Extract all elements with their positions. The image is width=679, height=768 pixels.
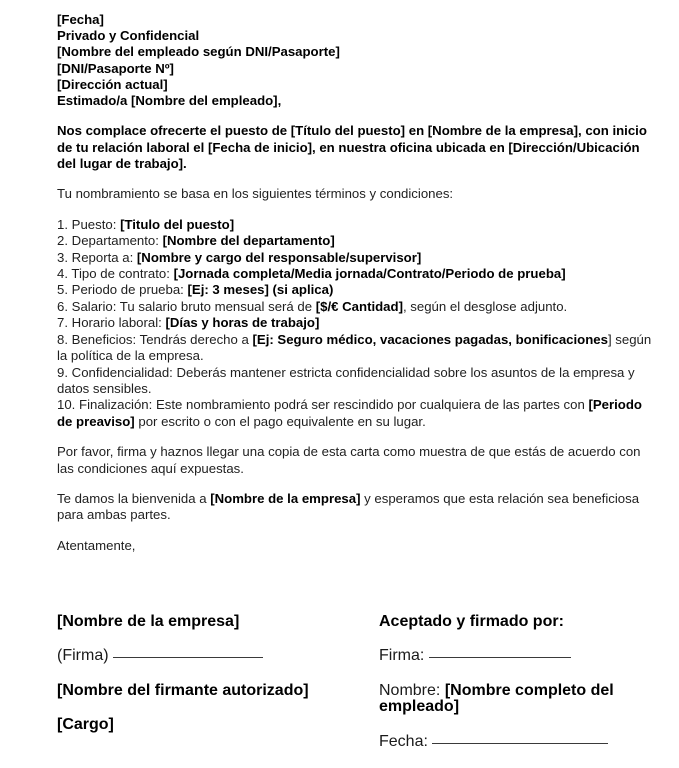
closing-paragraph-2 (57, 491, 657, 524)
letter-body (57, 12, 657, 554)
spacer (57, 430, 657, 444)
term-text: Periodo de prueba: (68, 282, 188, 298)
term-value: [Titulo del puesto] (120, 216, 235, 232)
term-text: Finalización: Este nombramiento podrá ser rescindido por cualquiera de las partes con (75, 397, 589, 413)
company-signature-label: (Firma) (57, 647, 109, 665)
signer-name: [Nombre del firmante autorizado] (57, 681, 309, 699)
term-number: 3. (57, 249, 68, 265)
term-item (57, 332, 657, 365)
employee-signature-line (379, 648, 657, 664)
spacer (57, 524, 657, 538)
term-text: Confidencialidad: Deberás mantener estricta confidencialidad sobre los asuntos de la empresa y datos sensibles. (57, 364, 635, 396)
signer-name-row (57, 683, 379, 699)
term-item (57, 233, 657, 249)
intro-paragraph: Nos complace ofrecerte el puesto de [Título del puesto] en [Nombre de la empresa], con inicio de tu relación laboral el [Fecha de inicio], en nuestra oficina ubicada en [Dirección/Ubicación del lugar de trabajo]. (57, 123, 647, 172)
term-number: 4. (57, 266, 68, 282)
term-text: por escrito o con el pago equivalente en su lugar. (134, 413, 426, 429)
term-item (57, 365, 657, 398)
term-number: 6. (57, 298, 68, 314)
term-text: , según el desglose adjunto. (402, 298, 568, 314)
company-signature-row (57, 648, 379, 664)
signature-column-company (57, 614, 379, 750)
header-line-id-number: [DNI/Pasaporte Nº] (57, 60, 174, 76)
employee-signature-row (379, 648, 657, 664)
term-text: ] según la política de la empresa. (57, 331, 652, 364)
closing-paragraph-1: Por favor, firma y haznos llegar una copia de esta carta como muestra de que estás de acuerdo con las condiciones aquí expuestas. (57, 444, 641, 476)
sign-off: Atentamente, (57, 537, 136, 553)
employee-name-line (379, 683, 657, 716)
term-item (57, 397, 657, 430)
term-item (57, 217, 657, 233)
term-text: Salario: Tu salario bruto mensual será de (68, 298, 316, 314)
term-value: [Periodo de preaviso] (57, 397, 642, 429)
welcome-text-before: Te damos la bienvenida a (57, 490, 211, 506)
employee-date-rule[interactable] (432, 743, 608, 744)
term-number: 5. (57, 282, 68, 298)
accepted-heading-row (379, 614, 657, 630)
employee-name-label: Nombre: (379, 681, 441, 699)
company-name: [Nombre de la empresa] (57, 613, 240, 630)
company-name-row (57, 614, 379, 630)
employee-name-value: [Nombre completo del empleado] (379, 681, 614, 716)
employee-date-line (379, 734, 657, 750)
term-item (57, 282, 657, 298)
welcome-text-after: y esperamos que esta relación sea beneficiosa para ambas partes. (57, 490, 640, 523)
employee-signature-label: Firma: (379, 647, 425, 665)
signature-column-employee (379, 614, 657, 750)
term-number: 10. (57, 397, 76, 413)
employee-signature-rule[interactable] (429, 657, 571, 658)
term-text: Beneficios: Tendrás derecho a (68, 331, 253, 347)
header-line-address: [Dirección actual] (57, 76, 168, 92)
term-number: 9. (57, 364, 68, 380)
terms-lead-in: Tu nombramiento se basa en los siguientes términos y condiciones: (57, 186, 454, 202)
term-number: 7. (57, 315, 68, 331)
term-item (57, 315, 657, 331)
header-line-confidential: Privado y Confidencial (57, 28, 200, 44)
term-text: Horario laboral: (68, 315, 166, 331)
header-line-employee-name: [Nombre del empleado según DNI/Pasaporte] (57, 44, 340, 60)
employee-date-label: Fecha: (379, 732, 428, 750)
term-text: Departamento: (68, 233, 163, 249)
term-value: [$/€ Cantidad] (315, 298, 403, 314)
term-text: Tipo de contrato: (68, 266, 174, 282)
term-number: 8. (57, 331, 68, 347)
salutation: Estimado/a [Nombre del empleado], (57, 93, 282, 109)
spacer (57, 109, 657, 123)
term-value: [Días y horas de trabajo] (165, 315, 320, 331)
spacer (57, 477, 657, 491)
spacer (57, 203, 657, 217)
term-value: [Ej: Seguro médico, vacaciones pagadas, bonificaciones (252, 331, 608, 347)
term-text: Puesto: (68, 216, 121, 232)
header-line-date: [Fecha] (57, 12, 104, 27)
signer-title: [Cargo] (57, 716, 114, 734)
terms-list (57, 217, 657, 430)
term-value: [Nombre y cargo del responsable/supervisor] (136, 249, 422, 265)
term-item (57, 299, 657, 315)
signature-area (57, 614, 657, 750)
letter-header-block (57, 12, 657, 109)
term-value: [Jornada completa/Media jornada/Contrato/Periodo de prueba] (173, 266, 566, 282)
company-signature-line (57, 648, 379, 664)
term-item (57, 266, 657, 282)
term-value: [Ej: 3 meses] (si aplica) (187, 282, 334, 298)
company-name-inline: [Nombre de la empresa] (210, 490, 361, 506)
accepted-heading: Aceptado y firmado por: (379, 613, 564, 630)
term-item (57, 250, 657, 266)
term-number: 2. (57, 233, 68, 249)
company-signature-rule[interactable] (113, 657, 263, 658)
employee-name-row (379, 683, 657, 716)
term-text: Reporta a: (68, 249, 137, 265)
term-number: 1. (57, 216, 68, 232)
spacer (57, 172, 657, 186)
employee-date-row (379, 734, 657, 750)
term-value: [Nombre del departamento] (162, 233, 335, 249)
signer-title-row (57, 717, 379, 733)
